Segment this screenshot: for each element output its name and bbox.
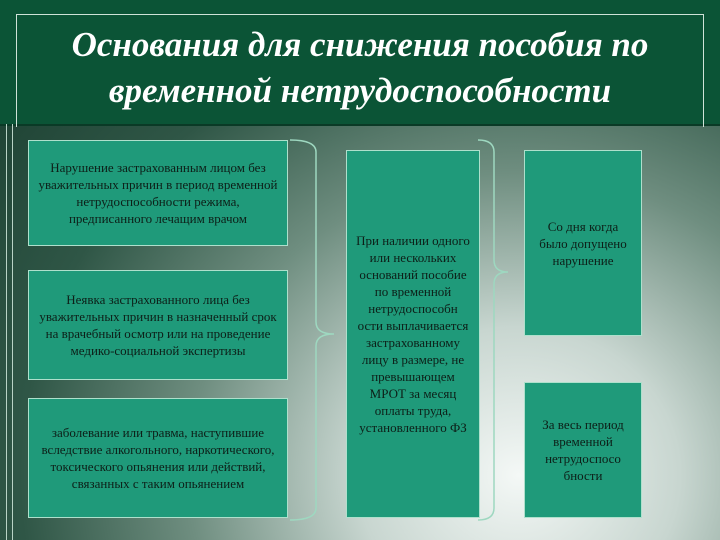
reason-box-1 <box>28 140 288 246</box>
period-text-2: За весь период временной нетрудоспосо бности <box>542 417 624 483</box>
reason-box-2 <box>28 270 288 380</box>
reason-box-3 <box>28 398 288 518</box>
center-box <box>346 150 480 518</box>
reason-text-3: заболевание или травма, наступившие вследствие алкогольного, наркотического, токсического опьянения или действий, связанных с таким опьянением <box>41 425 275 491</box>
right-brace <box>478 140 508 520</box>
reason-text-1: Нарушение застрахованным лицом без уважительных причин в период временной нетрудоспособности режима, предписанного лечащим врачом <box>38 160 278 226</box>
period-box-1 <box>524 150 642 336</box>
period-box-2 <box>524 382 642 518</box>
center-text: При наличии одного или нескольких оснований пособие по временной нетрудоспособн ости выплачивается застрахованному лицу в размере, не превышающем МРОТ за месяц оплаты труда, установленного ФЗ <box>356 233 470 435</box>
slide-title: Основания для снижения пособия по временной нетрудоспособности <box>71 25 649 110</box>
period-text-1: Со дня когда было допущено нарушение <box>539 218 627 268</box>
left-brace <box>290 140 334 520</box>
reason-text-2: Неявка застрахованного лица без уважительных причин в назначенный срок на врачебный осмотр или на проведение медико-социальной экспертизы <box>39 292 277 358</box>
